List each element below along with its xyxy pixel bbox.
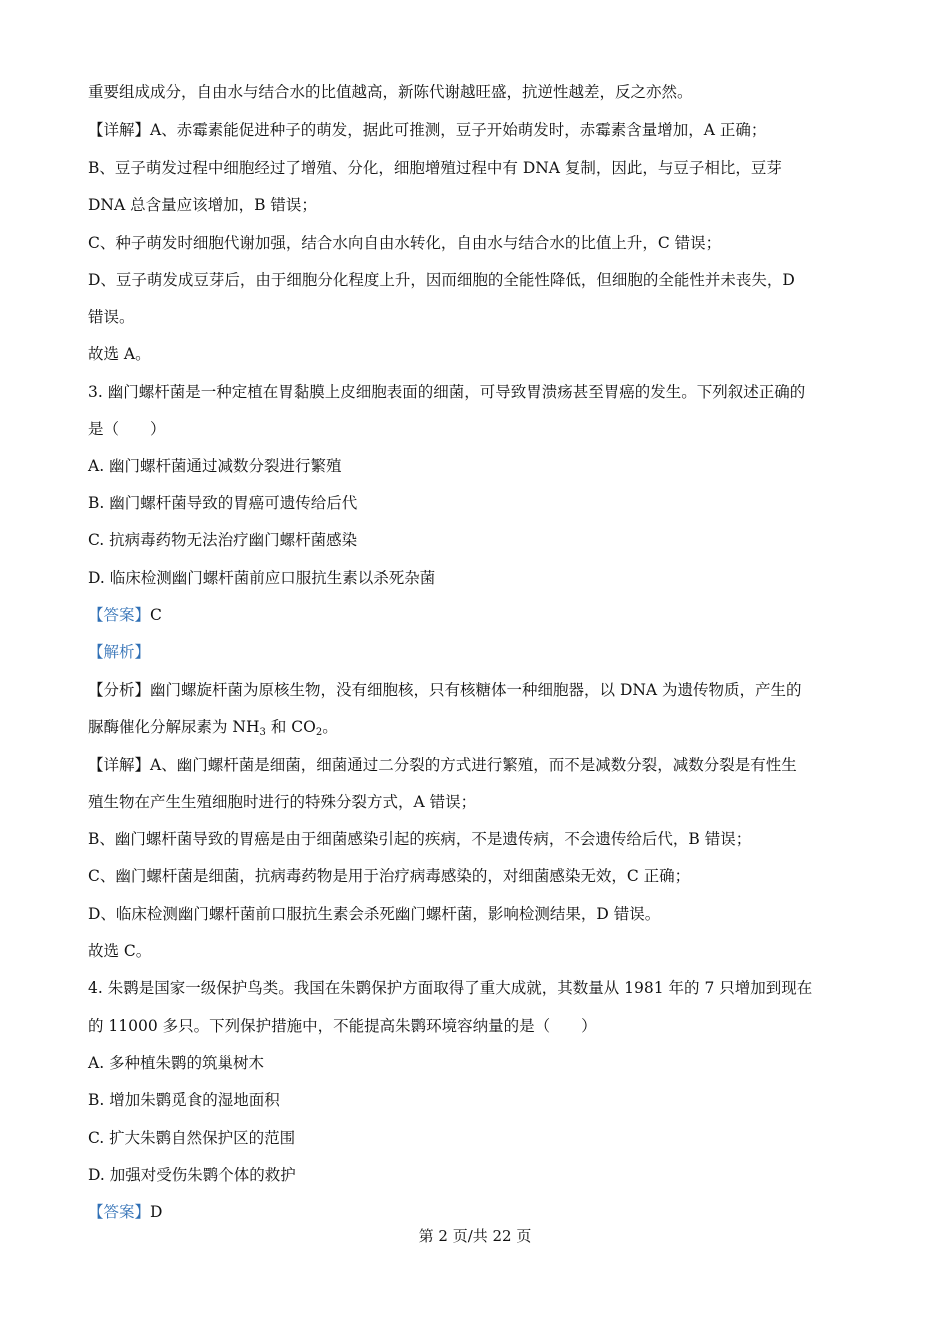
section-label-detail: 【详解】 (88, 121, 151, 139)
answer-label: 【答案】 (88, 606, 151, 624)
subscript: 3 (259, 727, 266, 738)
option-a: A. 多种植朱鹮的筑巢树木 (88, 1054, 265, 1072)
answer-value: C (150, 606, 162, 624)
answer-value: D (150, 1203, 163, 1221)
text-line: C、幽门螺杆菌是细菌，抗病毒药物是用于治疗病毒感染的，对细菌感染无效，C 正确； (88, 867, 691, 885)
section-label-detail: 【详解】 (88, 756, 151, 774)
text-line: C、种子萌发时细胞代谢加强，结合水向自由水转化，自由水与结合水的比值上升，C 错误； (88, 234, 722, 252)
line-content: 幽门螺旋杆菌为原核生物，没有细胞核，只有核糖体一种细胞器，以 DNA 为遗传物质，产生的 (150, 681, 802, 699)
subscript: 2 (315, 727, 323, 738)
line-content: 。 (322, 718, 338, 736)
text-line: 殖生物在产生生殖细胞时进行的特殊分裂方式，A 错误； (88, 793, 477, 811)
line-content: A、幽门螺杆菌是细菌，细菌通过二分裂的方式进行繁殖，而不是减数分裂，减数分裂是有性生 (150, 756, 797, 774)
question-3-stem: 3. 幽门螺杆菌是一种定植在胃黏膜上皮细胞表面的细菌，可导致胃溃疡甚至胃癌的发生。下列叙述正确的 (88, 383, 806, 401)
line-content: A、赤霉素能促进种子的萌发，据此可推测，豆子开始萌发时，赤霉素含量增加，A 正确； (150, 121, 767, 139)
option-c: C. 抗病毒药物无法治疗幽门螺杆菌感染 (88, 531, 358, 549)
analysis-label: 【解析】 (88, 643, 151, 661)
text-line (88, 680, 802, 700)
text-line: B、幽门螺杆菌导致的胃癌是由于细菌感染引起的疾病，不是遗传病，不会遗传给后代，B 错误； (88, 830, 752, 848)
option-b: B. 增加朱鹮觅食的湿地面积 (88, 1091, 280, 1109)
text-line (88, 755, 797, 775)
answer-line (88, 605, 162, 625)
option-a: A. 幽门螺杆菌通过减数分裂进行繁殖 (88, 457, 342, 475)
line-content: 和 CO (265, 718, 316, 736)
text-line: 错误。 (88, 308, 135, 326)
page-footer: 第 2 页/共 22 页 (418, 1227, 532, 1245)
answer-line (88, 1202, 162, 1222)
section-label-analysis: 【分析】 (88, 681, 151, 699)
question-4-stem: 4. 朱鹮是国家一级保护鸟类。我国在朱鹮保护方面取得了重大成就，其数量从 1981 年的 7 只增加到现在 (88, 979, 813, 997)
question-3-stem: 是（ ） (88, 420, 166, 438)
text-line: D、豆子萌发成豆芽后，由于细胞分化程度上升，因而细胞的全能性降低，但细胞的全能性并未丧失，D (88, 271, 795, 289)
text-line: B、豆子萌发过程中细胞经过了增殖、分化，细胞增殖过程中有 DNA 复制，因此，与豆子相比，豆芽 (88, 159, 782, 177)
option-d: D. 临床检测幽门螺杆菌前应口服抗生素以杀死杂菌 (88, 569, 436, 587)
question-4-stem: 的 11000 多只。下列保护措施中，不能提高朱鹮环境容纳量的是（ ） (88, 1017, 597, 1035)
text-line (88, 717, 338, 737)
option-b: B. 幽门螺杆菌导致的胃癌可遗传给后代 (88, 494, 358, 512)
option-d: D. 加强对受伤朱鹮个体的救护 (88, 1166, 296, 1184)
text-line: 故选 A。 (88, 345, 151, 363)
line-content: 脲酶催化分解尿素为 NH (88, 718, 260, 736)
option-c: C. 扩大朱鹮自然保护区的范围 (88, 1129, 296, 1147)
text-line: 重要组成成分，自由水与结合水的比值越高，新陈代谢越旺盛，抗逆性越差，反之亦然。 (88, 83, 693, 101)
text-line (88, 120, 766, 140)
text-line: 故选 C。 (88, 942, 152, 960)
answer-label: 【答案】 (88, 1203, 151, 1221)
text-line: DNA 总含量应该增加，B 错误； (88, 196, 317, 214)
text-line: D、临床检测幽门螺杆菌前口服抗生素会杀死幽门螺杆菌，影响检测结果，D 错误。 (88, 905, 661, 923)
